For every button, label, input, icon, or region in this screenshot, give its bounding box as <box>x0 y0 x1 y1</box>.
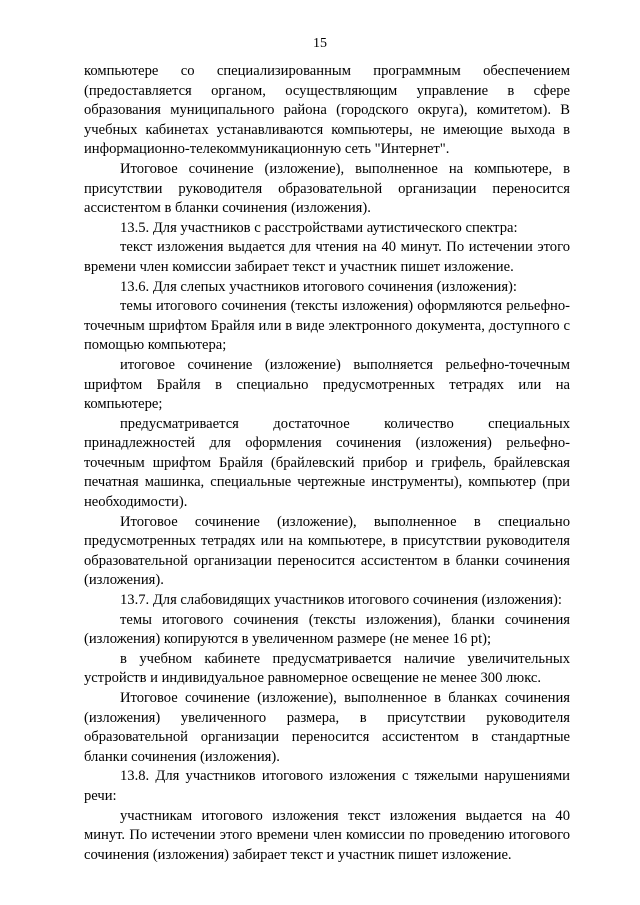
paragraph-13: Итоговое сочинение (изложение), выполненное в бланках сочинения (изложения) увеличенного размера, в присутствии руководителя образовательной организации переносится ассистентом в стандартные бланки сочинения (изложения). <box>84 690 570 765</box>
section-heading-13-5: 13.5. Для участников с расстройствами аутистического спектра: <box>120 219 518 236</box>
paragraph-12: в учебном кабинете предусматривается наличие увеличительных устройств и индивидуальное равномерное освещение не менее 300 люкс. <box>84 650 570 687</box>
paragraph-8: предусматривается достаточное количество специальных принадлежностей для оформления сочинения (изложения) рельефно-точечным шрифтом Брайля (брайлевский прибор и грифель, брайлевская печатная машинка, специальные чертежные инструменты), компьютер (при необходимости). <box>84 415 570 511</box>
page-number: 15 <box>313 36 327 51</box>
paragraph-15: участникам итогового изложения текст изложения выдается на 40 минут. По истечении этого времени член комиссии по проведению итогового сочинения (изложения) забирает текст и участник пишет изложение. <box>84 807 570 863</box>
document-body <box>84 62 570 865</box>
paragraph-6: темы итогового сочинения (тексты изложения) оформляются рельефно-точечным шрифтом Брайля или в виде электронного документа, доступного с помощью компьютера; <box>84 298 570 354</box>
paragraph-11: темы итогового сочинения (тексты изложения), бланки сочинения (изложения) копируются в увеличенном размере (не менее 16 pt); <box>84 611 570 648</box>
paragraph-1: компьютере со специализированным программным обеспечением (предоставляется органом, осуществляющим управление в сфере образования муниципального района (городского округа), комитетом). В учебных кабинетах устанавливаются компьютеры, не имеющие выхода в информационно-телекоммуникационную сеть "Интернет". <box>84 63 570 158</box>
section-heading-13-6: 13.6. Для слепых участников итогового сочинения (изложения): <box>120 278 517 295</box>
paragraph-4: текст изложения выдается для чтения на 40 минут. По истечении этого времени член комиссии забирает текст и участник пишет изложение. <box>84 239 570 275</box>
paragraph-7: итоговое сочинение (изложение) выполняется рельефно-точечным шрифтом Брайля в специально предусмотренных тетрадях или на компьютере; <box>84 356 570 413</box>
paragraph-2: Итоговое сочинение (изложение), выполненное на компьютере, в присутствии руководителя образовательной организации переносится ассистентом в бланки сочинения (изложения). <box>84 160 570 217</box>
section-heading-13-8: 13.8. Для участников итогового изложения с тяжелыми нарушениями речи: <box>84 768 570 804</box>
section-heading-13-7: 13.7. Для слабовидящих участников итогового сочинения (изложения): <box>120 592 562 609</box>
paragraph-9: Итоговое сочинение (изложение), выполненное в специально предусмотренных тетрадях или на компьютере, в присутствии руководителя образовательной организации переносится ассистентом в бланки сочинения (изложения). <box>84 513 570 589</box>
